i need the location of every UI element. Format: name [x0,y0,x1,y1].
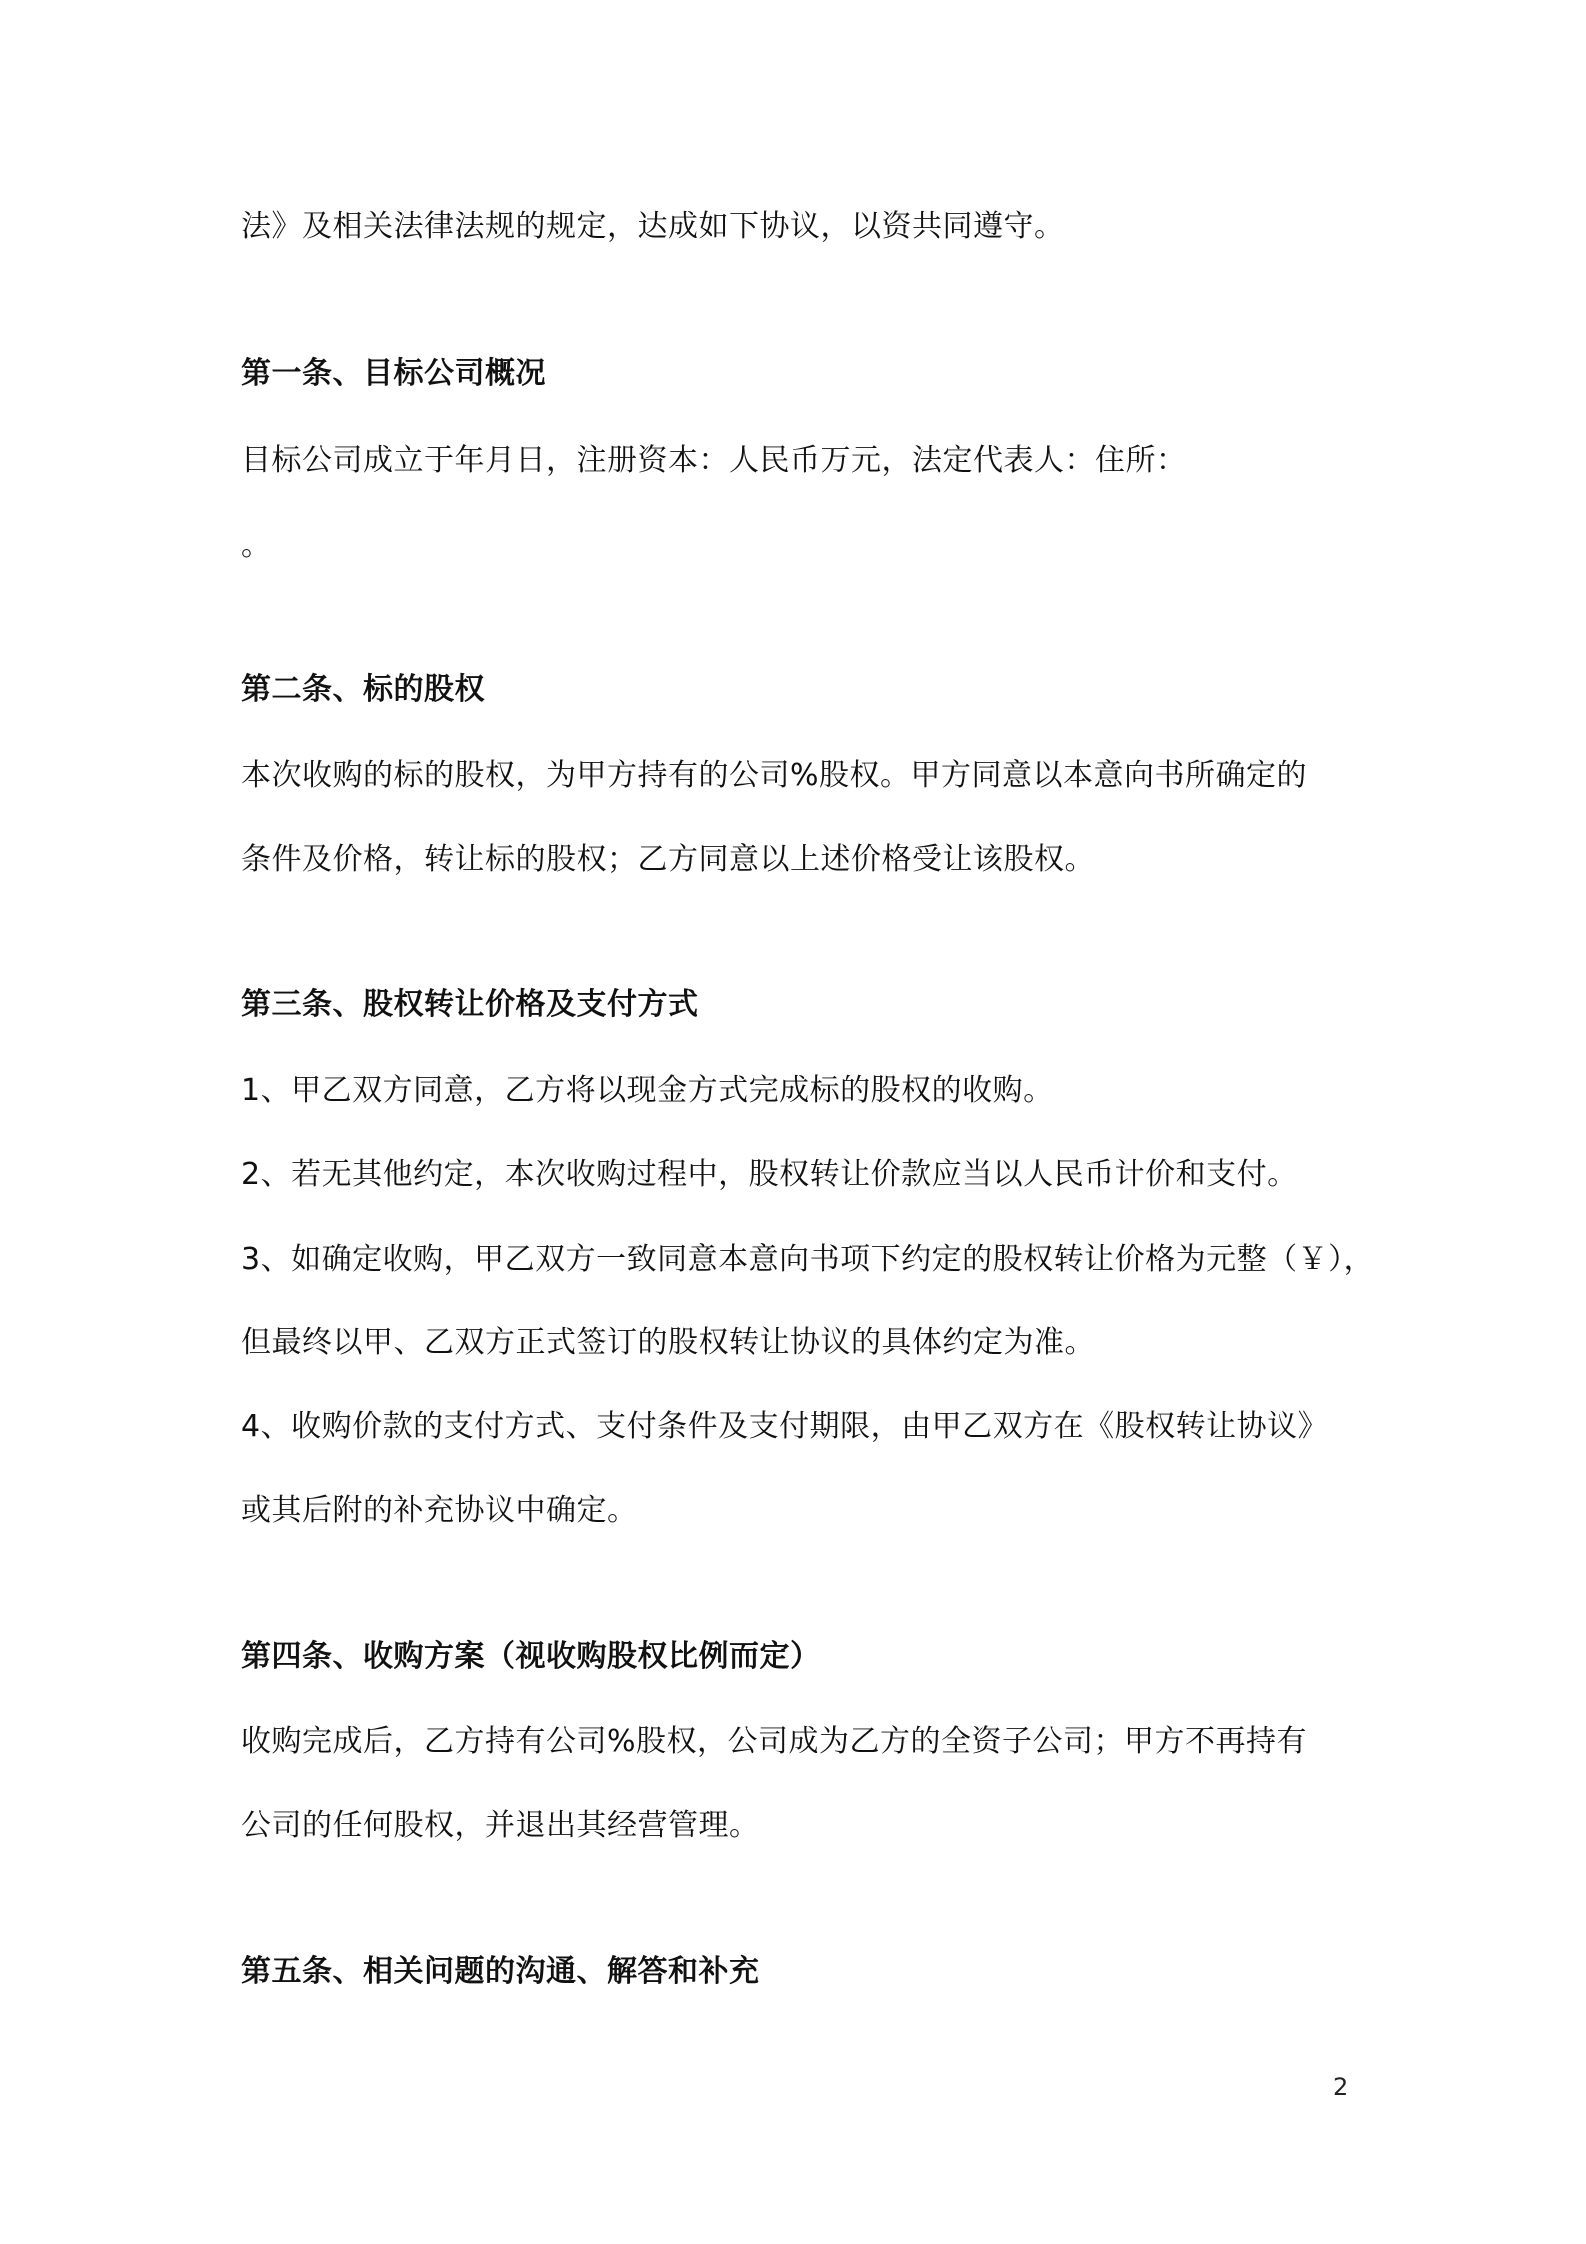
section-4-line-1: 收购完成后，乙方持有公司%股权，公司成为乙方的全资子公司；甲方不再持有 [241,1724,1308,1759]
section-3-line-6: 或其后附的补充协议中确定。 [241,1493,638,1528]
section-heading-4: 第四条、收购方案（视收购股权比例而定） [241,1639,821,1674]
section-3-line-4: 但最终以甲、乙双方正式签订的股权转让协议的具体约定为准。 [241,1325,1095,1360]
section-heading-5: 第五条、相关问题的沟通、解答和补充 [241,1954,760,1989]
section-heading-3: 第三条、股权转让价格及支付方式 [241,987,699,1022]
section-3-line-5: 4、收购价款的支付方式、支付条件及支付期限，由甲乙双方在《股权转让协议》 [241,1409,1329,1444]
section-3-line-3: 3、如确定收购，甲乙双方一致同意本意向书项下约定的股权转让价格为元整（￥）， [241,1242,1375,1277]
section-3-line-1: 1、甲乙双方同意，乙方将以现金方式完成标的股权的收购。 [241,1073,1054,1108]
section-2-line-1: 本次收购的标的股权，为甲方持有的公司%股权。甲方同意以本意向书所确定的 [241,758,1308,793]
section-1-line-2: 。 [241,528,272,563]
section-heading-2: 第二条、标的股权 [241,672,485,707]
section-1-line-1: 目标公司成立于年月日，注册资本：人民币万元，法定代表人：住所： [241,443,1187,478]
intro-tail-text: 法》及相关法律法规的规定，达成如下协议，以资共同遵守。 [241,209,1065,244]
section-4-line-2: 公司的任何股权，并退出其经营管理。 [241,1808,760,1843]
section-heading-1: 第一条、目标公司概况 [241,356,546,391]
page-number: 2 [1333,2073,1349,2101]
section-3-line-2: 2、若无其他约定，本次收购过程中，股权转让价款应当以人民币计价和支付。 [241,1157,1298,1192]
section-2-line-2: 条件及价格，转让标的股权；乙方同意以上述价格受让该股权。 [241,842,1095,877]
